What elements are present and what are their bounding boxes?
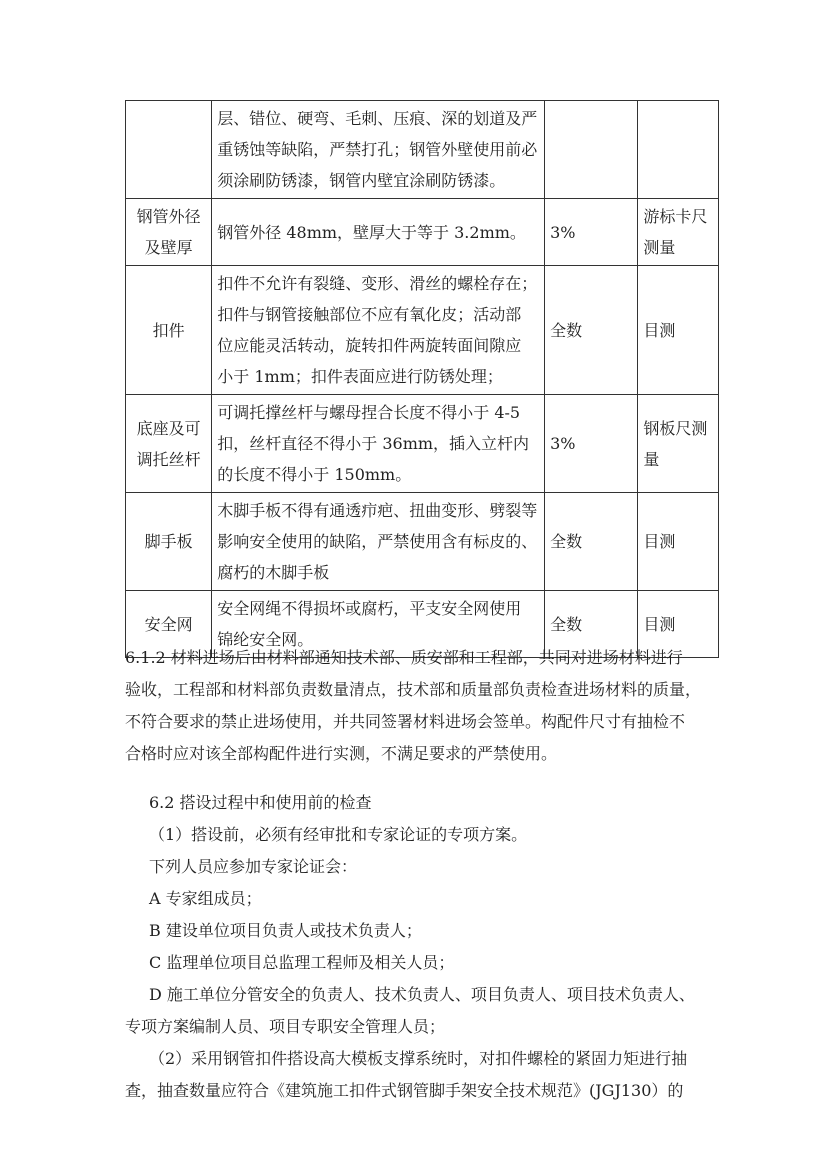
cell-line: 及壁厚: [144, 238, 193, 257]
attendees-intro: 下列人员应参加专家论证会：: [149, 857, 358, 876]
cell-line: 可调托撑丝杆与螺母捏合长度不得小于 4-5: [217, 403, 521, 422]
cell-line: 的长度不得小于 150mm。: [217, 465, 412, 484]
text-line: 不符合要求的禁止进场使用，并共同签署材料进场会签单。构配件尺寸有抽检不: [125, 712, 686, 731]
table-row: [126, 199, 719, 266]
cell-line: 影响安全使用的缺陷，严禁使用含有标皮的、: [217, 532, 538, 551]
cell-line: 扣件与钢管接触部位不应有氧化皮；活动部: [217, 305, 522, 324]
item-cell: [126, 493, 212, 591]
cell-line: 腐朽的木脚手板: [217, 563, 330, 582]
list-item-1: （1）搭设前，必须有经审批和专家论证的专项方案。: [149, 825, 528, 844]
cell-line: 底座及可: [136, 418, 201, 438]
method-cell: [638, 266, 719, 395]
cell-line: 钢管外径: [136, 207, 201, 226]
cell-line: 测量: [643, 238, 676, 257]
cell-line: 目测: [643, 320, 676, 340]
text-line: 查，抽查数量应符合《建筑施工扣件式钢管脚手架安全技术规范》(JGJ130）的: [125, 1081, 684, 1100]
requirement-cell: [212, 266, 545, 395]
cell-line: 目测: [643, 614, 676, 634]
cell-line: 扣，丝杆直径不得小于 36mm，插入立杆内: [217, 434, 530, 453]
cell-line: 安全网绳不得损坏或腐朽，平支安全网使用: [217, 599, 522, 618]
cell-line: 锦纶安全网。: [217, 630, 314, 649]
table-row: [126, 493, 719, 591]
cell-line: 目测: [643, 532, 676, 551]
cell-line: 脚手板: [144, 532, 193, 551]
attendee-c: C 监理单位项目总监理工程师及相关人员；: [149, 953, 455, 972]
attendee-a: A 专家组成员；: [149, 889, 262, 908]
requirement-cell: [212, 199, 545, 266]
cell-line: 钢管外径 48mm，壁厚大于等于 3.2mm。: [217, 222, 526, 242]
text-line: （2）采用钢管扣件搭设高大模板支撑系统时，对扣件螺栓的紧固力矩进行抽: [149, 1049, 688, 1068]
cell-line: 安全网: [144, 614, 193, 634]
text-line: 验收，工程部和材料部负责数量清点，技术部和质量部负责检查进场材料的质量，: [125, 680, 702, 699]
text-line: 专项方案编制人员、项目专职安全管理人员；: [125, 1017, 446, 1036]
requirement-cell: [212, 101, 545, 199]
sampling-ratio-cell: 3%: [545, 199, 638, 266]
sampling-ratio-cell: 全数: [545, 493, 638, 591]
attendee-b: B 建设单位项目负责人或技术负责人；: [149, 921, 422, 940]
cell-line: 位应能灵活转动，旋转扣件两旋转面间隙应: [217, 336, 522, 355]
cell-line: 木脚手板不得有通透疖疤、扭曲变形、劈裂等: [217, 501, 538, 520]
cell-line: 须涂刷防锈漆，钢管内壁宜涂刷防锈漆。: [217, 171, 506, 190]
method-cell: [638, 395, 719, 493]
paragraph-6-1-2: [125, 642, 719, 770]
cell-line: 重锈蚀等缺陷，严禁打孔；钢管外壁使用前必: [217, 140, 538, 159]
method-cell: [638, 199, 719, 266]
table-row: [126, 266, 719, 395]
text-line: 合格时应对该全部构配件进行实测，不满足要求的严禁使用。: [125, 744, 558, 763]
text-line: 6.1.2 材料进场后由材料部通知技术部、质安部和工程部，共同对进场材料进行: [125, 648, 683, 667]
sampling-ratio-cell: 全数: [545, 266, 638, 395]
attendee-d: [125, 979, 719, 1043]
item-cell: [126, 266, 212, 395]
cell-line: 扣件: [152, 320, 185, 340]
item-cell: [126, 101, 212, 199]
item-cell: [126, 395, 212, 493]
cell-line: 钢板尺测: [643, 418, 708, 438]
cell-line: 调托丝杆: [136, 449, 201, 469]
table-row: [126, 101, 719, 199]
heading-6-2: 6.2 搭设过程中和使用前的检查: [149, 793, 372, 812]
cell-line: 扣件不允许有裂缝、变形、滑丝的螺栓存在；: [217, 274, 538, 293]
cell-line: 量: [643, 449, 660, 469]
table-row: [126, 395, 719, 493]
sampling-ratio-cell: [545, 101, 638, 199]
cell-line: 小于 1mm；扣件表面应进行防锈处理；: [217, 367, 503, 386]
list-item-2: [125, 1043, 719, 1107]
requirement-cell: [212, 395, 545, 493]
requirement-cell: [212, 493, 545, 591]
cell-line: 游标卡尺: [643, 207, 708, 226]
item-cell: [126, 199, 212, 266]
method-cell: [638, 493, 719, 591]
text-line: D 施工单位分管安全的负责人、技术负责人、项目负责人、项目技术负责人、: [149, 985, 695, 1004]
cell-line: 层、错位、硬弯、毛刺、压痕、深的划道及严: [217, 109, 538, 128]
sampling-ratio-cell: 全数: [545, 591, 638, 658]
sampling-ratio-cell: 3%: [545, 395, 638, 493]
inspection-table: [125, 100, 719, 658]
method-cell: [638, 101, 719, 199]
